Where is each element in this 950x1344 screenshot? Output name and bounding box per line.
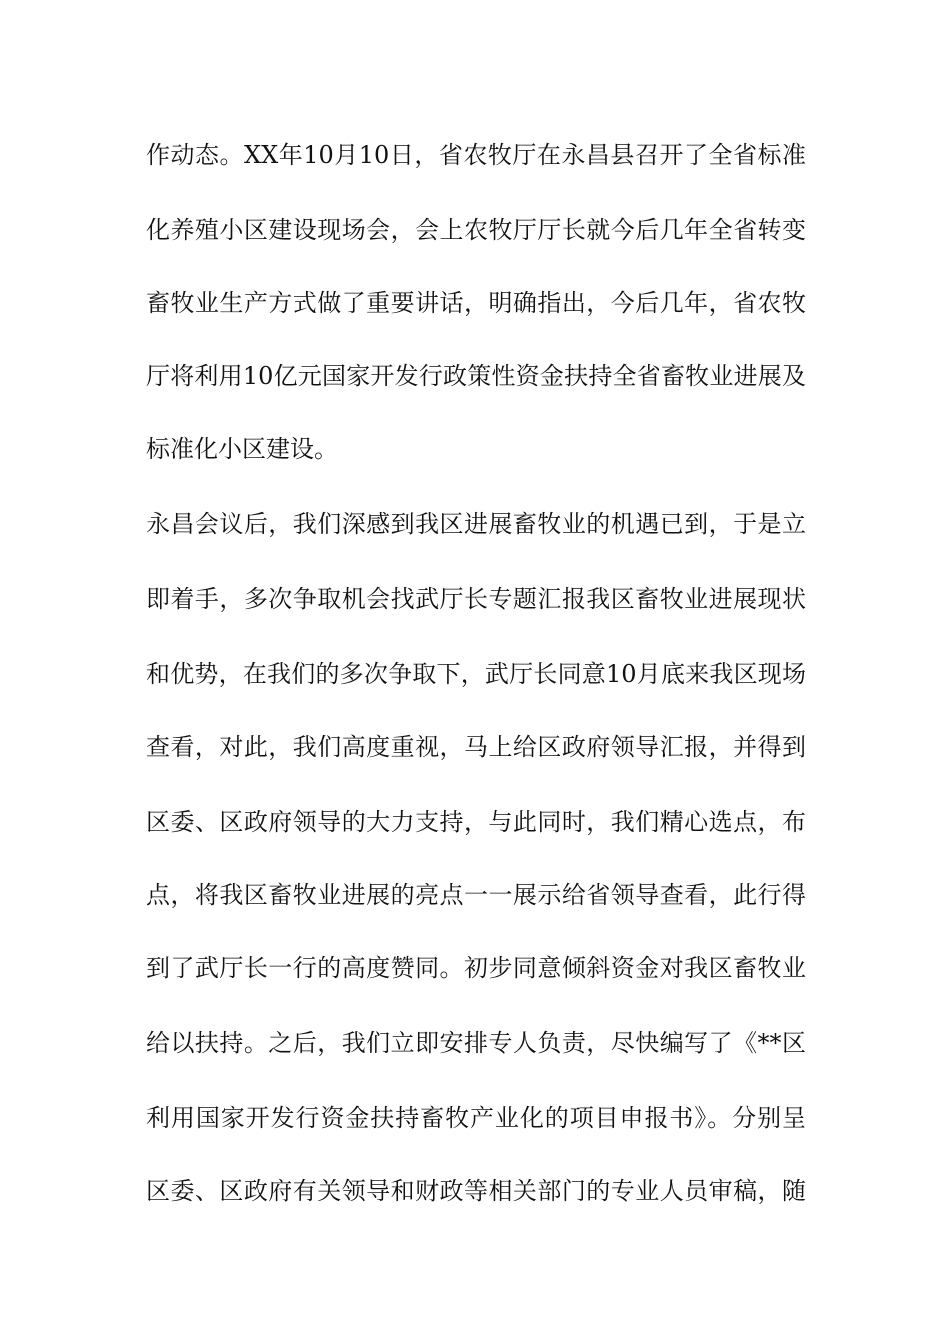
paragraph-1-line-5: 标准化小区建设。: [146, 435, 338, 463]
paragraph-2-line-5: 区委、区政府领导的大力支持，与此同时，我们精心选点，布: [146, 808, 806, 836]
paragraph-1-line-2: 化养殖小区建设现场会，会上农牧厅厅长就今后几年全省转变: [146, 216, 806, 244]
paragraph-1-line-4: 厅将利用10亿元国家开发行政策性资金扶持全省畜牧业进展及: [146, 362, 806, 390]
paragraph-2-line-4: 查看，对此，我们高度重视，马上给区政府领导汇报，并得到: [146, 733, 806, 761]
paragraph-2-line-8: 给以扶持。之后，我们立即安排专人负责，尽快编写了《**区: [146, 1029, 806, 1057]
paragraph-2-line-9: 利用国家开发行资金扶持畜牧产业化的项目申报书》。分别呈: [146, 1104, 806, 1132]
paragraph-2-line-3: 和优势，在我们的多次争取下，武厅长同意10月底来我区现场: [146, 660, 806, 688]
paragraph-1-line-3: 畜牧业生产方式做了重要讲话，明确指出，今后几年，省农牧: [146, 289, 806, 317]
paragraph-2-line-2: 即着手，多次争取机会找武厅长专题汇报我区畜牧业进展现状: [146, 585, 806, 613]
paragraph-2-line-7: 到了武厅长一行的高度赞同。初步同意倾斜资金对我区畜牧业: [146, 954, 806, 982]
paragraph-2-line-1: 永昌会议后，我们深感到我区进展畜牧业的机遇已到，于是立: [146, 510, 806, 538]
paragraph-2-line-6: 点，将我区畜牧业进展的亮点一一展示给省领导查看，此行得: [146, 881, 806, 909]
paragraph-2-line-10: 区委、区政府有关领导和财政等相关部门的专业人员审稿，随: [146, 1177, 806, 1205]
paragraph-1-line-1: 作动态。XX年10月10日，省农牧厅在永昌县召开了全省标准: [146, 141, 806, 169]
